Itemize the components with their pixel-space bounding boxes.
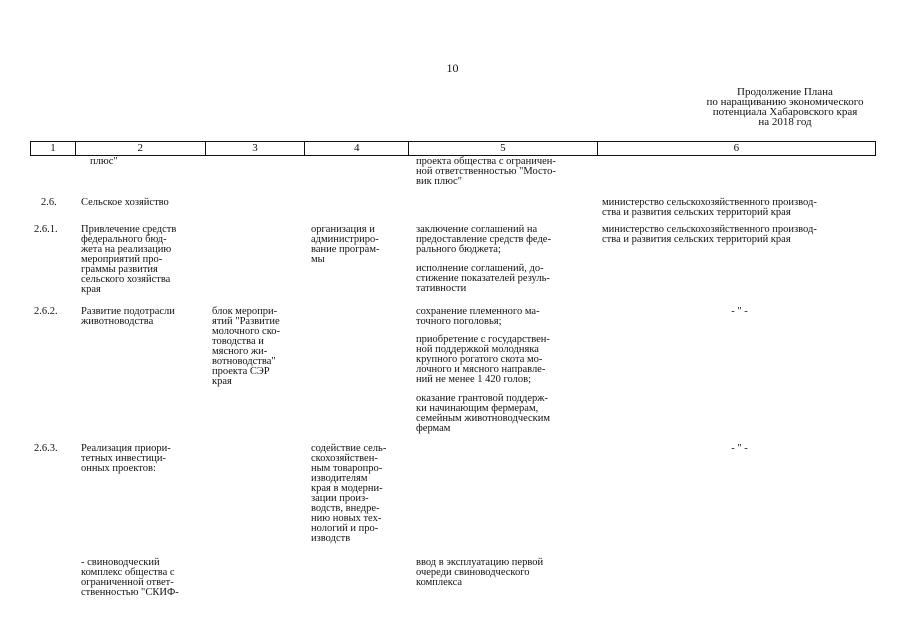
column-number: 2 bbox=[76, 142, 206, 155]
table-cell-result: проекта общества с ограничен- ной ответственностью "Мосто- вик плюс" bbox=[416, 156, 556, 187]
table-cell-number: 2.6. bbox=[41, 197, 57, 208]
table-cell-project: блок меропри- ятий "Развитие молочного ско- товодства и мясного жи- вотноводства" проекта СЭР края bbox=[212, 306, 281, 387]
table-cell-method: содействие сель- скохозяйствен- ным товаропро- изводителям края в модерни- зации произ- водств, внедре- нию новых тех- нологий и про- изводств bbox=[311, 443, 387, 544]
column-number: 6 bbox=[733, 142, 740, 154]
table-cell-result: приобретение с государствен- ной поддержкой молодняка крупного рогатого скота мо- лочного и мясного направле- ний не менее 1 420 голов; bbox=[416, 334, 550, 385]
table-cell-responsible: - " - bbox=[731, 306, 748, 317]
table-cell-method: организация и администриро- вание програм- мы bbox=[311, 224, 380, 265]
table-cell-measure: Реализация приори- тетных инвестици- онных проектов: bbox=[81, 443, 171, 474]
table-cell-result: оказание грантовой поддерж- ки начинающим фермерам, семейным животноводческим фермам bbox=[416, 393, 551, 434]
heading-line-3: потенциала Хабаровского края bbox=[712, 106, 858, 118]
table-cell-number: 2.6.3. bbox=[34, 443, 58, 454]
heading-line-4: на 2018 год bbox=[758, 116, 812, 128]
table-cell-responsible: министерство сельскохозяйственного производ- ства и развития сельских территорий края bbox=[602, 197, 817, 218]
plan-heading bbox=[640, 87, 905, 127]
column-number: 5 bbox=[409, 142, 598, 155]
column-number: 3 bbox=[206, 142, 306, 155]
table-cell-measure: Привлечение средств федерального бюд- жета на реализацию мероприятий про- граммы развития сельского хозяйства края bbox=[81, 224, 177, 295]
table-cell-number: 2.6.2. bbox=[34, 306, 58, 317]
table-cell-measure: Сельское хозяйство bbox=[81, 197, 169, 208]
table-cell-result: исполнение соглашений, до- стижение показателей резуль- тативности bbox=[416, 263, 550, 294]
table-cell-responsible: министерство сельскохозяйственного производ- ства и развития сельских территорий края bbox=[602, 224, 817, 245]
heading-line-2: по наращиванию экономического bbox=[706, 96, 864, 108]
column-number: 4 bbox=[305, 142, 409, 155]
table-cell-measure: - свиноводческий комплекс общества с ограниченной ответ- ственностью "СКИФ- bbox=[81, 557, 179, 598]
table-cell-result: ввод в эксплуатацию первой очереди свиноводческого комплекса bbox=[416, 557, 544, 588]
table-cell-result: заключение соглашений на предоставление средств феде- рального бюджета; bbox=[416, 224, 551, 255]
table-cell-measure: плюс" bbox=[90, 156, 118, 167]
column-number: 1 bbox=[31, 142, 76, 155]
table-cell-result: сохранение племенного ма- точного поголовья; bbox=[416, 306, 540, 327]
page-number: 10 bbox=[446, 61, 459, 75]
table-cell-measure: Развитие подотрасли животноводства bbox=[81, 306, 175, 327]
heading-line-1: Продолжение Плана bbox=[737, 86, 833, 98]
table-column-numbers bbox=[30, 141, 876, 156]
table-cell-responsible: - " - bbox=[731, 443, 748, 454]
table-cell-number: 2.6.1. bbox=[34, 224, 58, 235]
